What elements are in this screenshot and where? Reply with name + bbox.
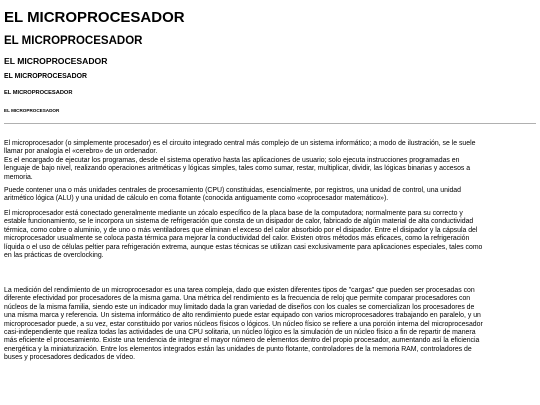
text-line: una misma marca y referencia. Un sistema informático de alto rendimiento puede estar equipado con varios microprocesadores trabajando en paralelo, y un	[4, 312, 481, 320]
paragraph-cooling	[4, 210, 538, 260]
text-line: microprocesador usualmente se coloca pasta térmica para mejorar la conductividad del calor. Existen otros métodos más eficaces, como la refrigeración	[4, 235, 470, 243]
text-line: El microprocesador está conectado generalmente mediante un zócalo específico de la placa base de la computadora; normalmente para su correcto y	[4, 210, 463, 217]
text-line: en las prácticas de overclocking.	[4, 252, 104, 260]
text-line: Puede contener una o más unidades centrales de procesamiento (CPU) constituidas, esencialmente, por registros, una unidad de control, una unidad	[4, 187, 461, 194]
heading-level-6: EL MICROPROCESADOR	[4, 108, 60, 113]
text-line: diferente efectividad por procesadores de la misma gama. Una métrica del rendimiento es la frecuencia de reloj que permite comparar procesadores con	[4, 295, 471, 303]
paragraph-performance	[4, 287, 538, 363]
horizontal-rule	[4, 123, 536, 124]
text-line: lenguaje de bajo nivel, realizando operaciones aritméticas y lógicas simples, tales como sumar, restar, multiplicar, dividir, las lógicas binarias y accesos a	[4, 165, 471, 173]
heading-level-4: EL MICROPROCESADOR	[4, 73, 87, 80]
text-line: más eficiente el procesamiento. Existe una tendencia de integrar el mayor número de elementos dentro del propio procesador, aumentando así la eficiencia	[4, 337, 480, 345]
text-line: microprocesador puede, a su vez, estar constituido por varios núcleos físicos o lógicos. Un núcleo físico se refiere a una porción interna del microprocesador	[4, 320, 483, 328]
paragraph-cpu-units	[4, 187, 538, 204]
text-line: estable funcionamiento, se le incorpora un sistema de refrigeración que consta de un disipador de calor, fabricado de algún material de alta conductividad	[4, 218, 474, 226]
text-line: aritmético lógica (ALU) y una unidad de cálculo en coma flotante (conocida antiguamente como «coprocesador matemático»).	[4, 195, 389, 203]
text-line: casi-independiente que realiza todas las actividades de una CPU solitaria, un núcleo lógico es la simulación de un núcleo físico a fin de repartir de manera	[4, 329, 476, 337]
text-line: memoria.	[4, 173, 33, 181]
heading-level-5: EL MICROPROCESADOR	[4, 90, 73, 96]
heading-level-3: EL MICROPROCESADOR	[4, 56, 108, 66]
text-line: La medición del rendimiento de un microprocesador es una tarea compleja, dado que existen diferentes tipos de "cargas" que pueden ser procesadas con	[4, 287, 475, 294]
text-line: térmica, como cobre o aluminio, y de uno o más ventiladores que eliminan el exceso del calor absorbido por el disipador. Entre el disipador y la cápsula del	[4, 226, 478, 234]
heading-level-1: EL MICROPROCESADOR	[4, 9, 185, 26]
text-line: Es el encargado de ejecutar los programas, desde el sistema operativo hasta las aplicaciones de usuario; solo ejecuta instrucciones programadas en	[4, 156, 460, 164]
text-line: energética y la miniaturización. Entre los elementos integrados están las unidades de punto flotante, controladores de la memoria RAM, controladores de	[4, 345, 472, 353]
heading-level-2: EL MICROPROCESADOR	[4, 35, 143, 47]
text-line: El microprocesador (o simplemente procesador) es el circuito integrado central más complejo de un sistema informático; a modo de ilustración, se le suele	[4, 140, 476, 147]
text-line: buses y procesadores dedicados de vídeo.	[4, 354, 136, 362]
paragraph-definition	[4, 140, 538, 182]
text-line: líquida o el uso de células peltier para refrigeración extrema, aunque estas técnicas se utilizan casi exclusivamente para aplicaciones especiales, tales como	[4, 243, 483, 251]
text-line: llamar por analogía el «cerebro» de un ordenador.	[4, 148, 158, 156]
text-line: núcleos de la misma familia, siendo este un indicador muy limitado dada la gran variedad de diseños con los cuales se comercializan los procesadores de	[4, 303, 475, 311]
